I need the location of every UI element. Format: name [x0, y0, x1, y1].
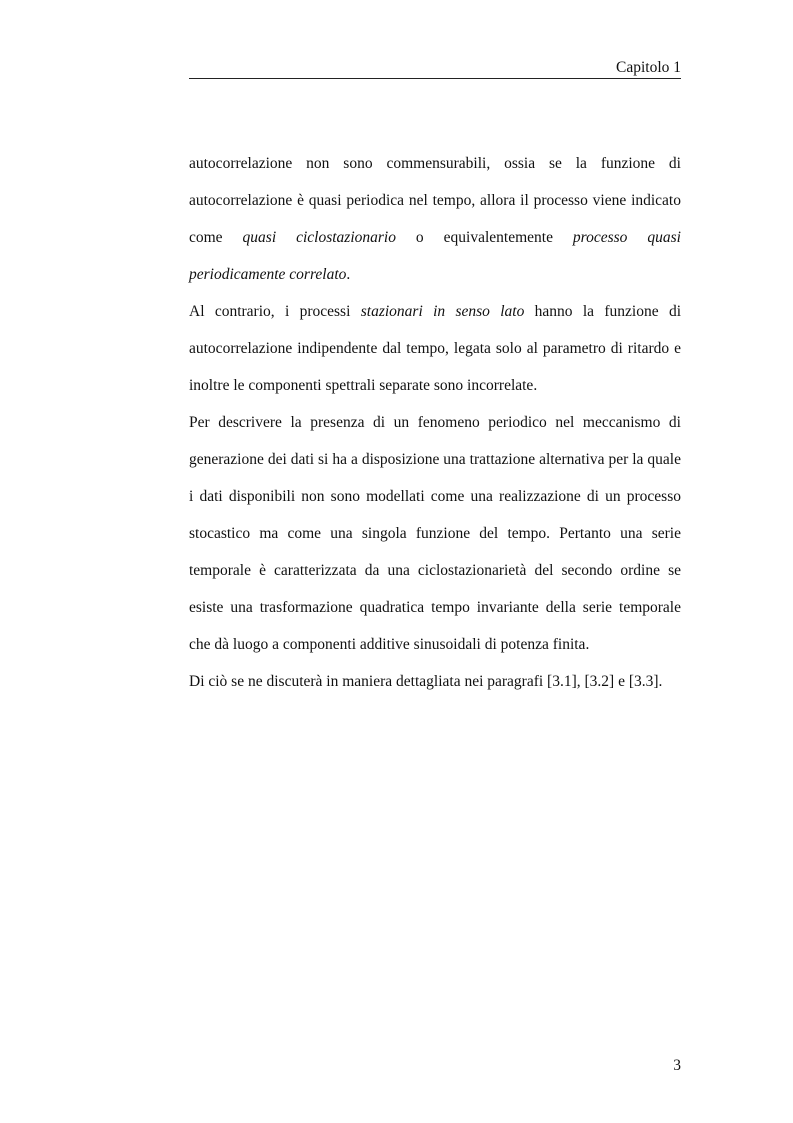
- italic-term: quasi ciclostazionario: [242, 229, 396, 246]
- paragraph: [189, 404, 681, 663]
- text-segment: hanno la funzione di autocorrelazione indipendente dal tempo, legata solo al parametro di ritardo e inoltre le componenti spettrali separate sono incorrelate.: [189, 303, 681, 394]
- italic-term: processo quasi periodicamente correlato: [189, 229, 681, 283]
- text-segment: autocorrelazione non sono commensurabili, ossia se la funzione di autocorrelazione è quasi periodica nel tempo, allora il processo viene indicato come: [189, 155, 681, 246]
- paragraph: [189, 293, 681, 404]
- italic-term: stazionari in senso lato: [360, 303, 525, 320]
- paragraph: [189, 145, 681, 293]
- text-segment: Al contrario, i processi: [189, 303, 361, 320]
- page-header: [189, 58, 681, 79]
- page-number: 3: [673, 1057, 681, 1074]
- body-text: [189, 145, 681, 700]
- text-segment: .: [346, 266, 351, 283]
- text-segment: Per descrivere la presenza di un fenomeno periodico nel meccanismo di generazione dei dati si ha a disposizione una trattazione alternativa per la quale i dati disponibili non sono modellati come una realizzazione di un processo stocastico ma come una singola funzione del tempo. Pertanto una serie temporale è caratterizzata da una ciclostazionarietà del secondo ordine se esiste una trasformazione quadratica tempo invariante della serie temporale che dà luogo a componenti additive sinusoidali di potenza finita.: [189, 414, 681, 653]
- chapter-title: Capitolo 1: [615, 59, 681, 76]
- text-segment: o equivalentemente: [395, 229, 573, 246]
- text-segment: Di ciò se ne discuterà in maniera dettagliata nei paragrafi [3.1], [3.2] e [3.3].: [189, 673, 663, 690]
- paragraph: [189, 663, 681, 700]
